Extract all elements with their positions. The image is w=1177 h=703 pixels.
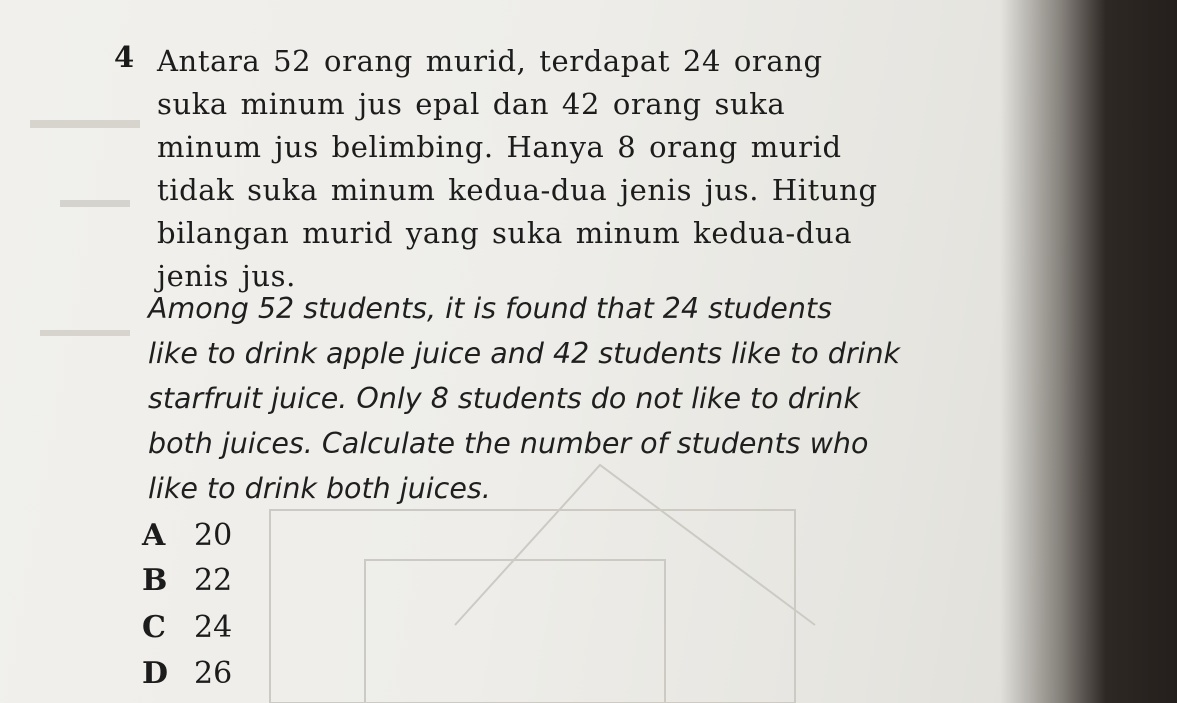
malay-line: minum jus belimbing. Hanya 8 orang murid	[157, 130, 842, 164]
english-line: both juices. Calculate the number of students who	[148, 427, 869, 460]
option-b[interactable]	[142, 563, 232, 598]
english-line: starfruit juice. Only 8 students do not like to drink	[148, 382, 860, 415]
option-letter: B	[142, 563, 168, 598]
malay-line: suka minum jus epal dan 42 orang suka	[157, 87, 786, 121]
malay-line: Antara 52 orang murid, terdapat 24 orang	[157, 44, 823, 78]
english-line: Among 52 students, it is found that 24 students	[148, 292, 832, 325]
option-letter: C	[142, 610, 166, 645]
malay-line: tidak suka minum kedua-dua jenis jus. Hitung	[157, 173, 878, 207]
english-line: like to drink apple juice and 42 students like to drink	[148, 337, 901, 370]
option-value: 22	[194, 563, 233, 598]
english-line: like to drink both juices.	[148, 472, 491, 505]
option-value: 24	[194, 610, 233, 645]
option-c[interactable]	[142, 610, 232, 645]
option-letter: A	[142, 518, 166, 553]
option-value: 26	[194, 656, 233, 691]
malay-line: jenis jus.	[157, 259, 296, 293]
malay-line: bilangan murid yang suka minum kedua-dua	[157, 216, 853, 250]
option-letter: D	[142, 656, 169, 691]
question-number: 4	[114, 40, 135, 74]
option-value: 20	[194, 518, 233, 553]
page-edge-shadow	[1000, 0, 1177, 703]
option-a[interactable]	[142, 518, 232, 553]
option-d[interactable]	[142, 656, 232, 691]
